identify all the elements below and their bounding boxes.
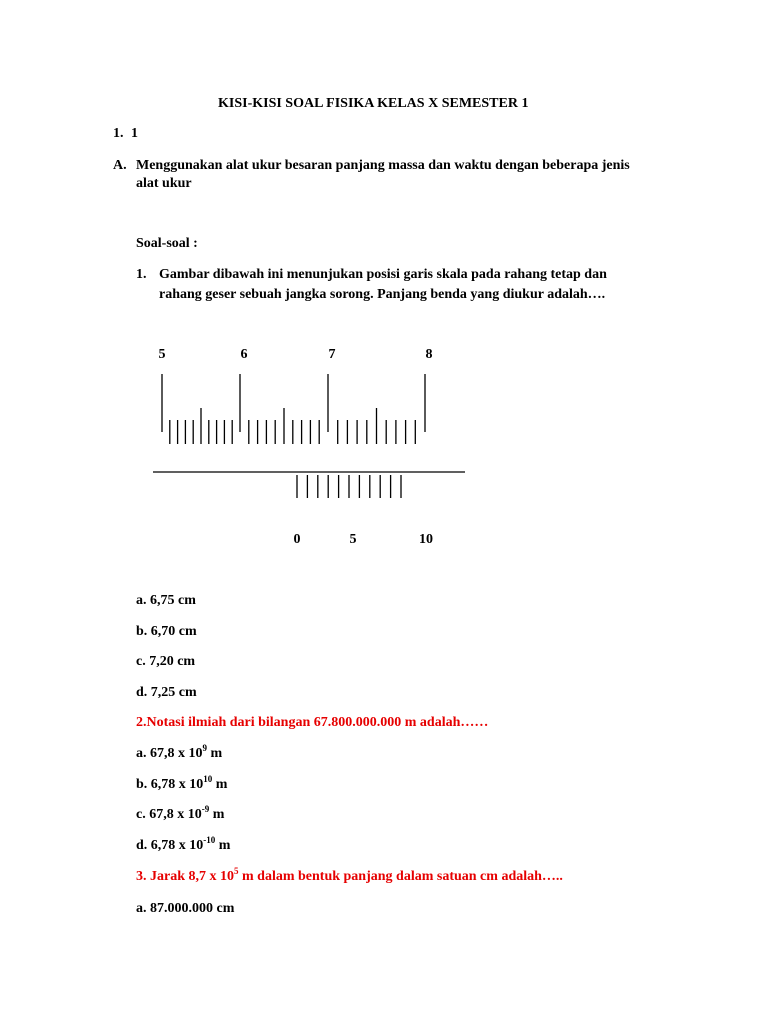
main-scale [162,374,425,444]
main-scale-label-7: 7 [328,347,336,362]
vernier-caliper-figure [140,340,470,555]
question-2-option-d: d. 6,78 x $10^{-10}$ m [136,835,231,853]
questions-heading: Soal-soal : [136,236,198,251]
indicator-line-1: Menggunakan alat ukur besaran panjang massa dan waktu dengan beberapa jenis [136,158,630,173]
main-scale-label-5: 5 [158,347,166,362]
vernier-label-0: 0 [293,532,301,547]
question-2-option-b: b. 6,78 x $10^{10}$ m [136,774,228,792]
section-number-value: 1 [131,126,138,141]
vernier-scale [297,475,401,498]
vernier-label-5: 5 [349,532,357,547]
question-1-line-1: Gambar dibawah ini menunjukan posisi garis skala pada rahang tetap dan [159,267,607,282]
question-2-text: 2.Notasi ilmiah dari bilangan 67.800.000.000 m adalah…… [136,715,489,730]
main-scale-label-8: 8 [425,347,433,362]
question-2-option-c: c. 67,8 x $10^{-9}$ m [136,804,225,822]
question-3-text: 3. Jarak 8,7 x $10^5$ m dalam bentuk panjang dalam satuan cm adalah….. [136,866,563,884]
question-1-number: 1. [136,267,147,282]
question-1-option-d: d. 7,25 cm [136,685,197,700]
question-1-option-c: c. 7,20 cm [136,654,196,669]
question-2-option-a: a. 67,8 x $10^9$ m [136,743,223,761]
page-title: KISI-KISI SOAL FISIKA KELAS X SEMESTER 1 [218,96,529,111]
main-scale-label-6: 6 [240,347,248,362]
question-3-option-a: a. 87.000.000 cm [136,901,235,916]
section-number: 1. [113,126,124,141]
question-1-option-b: b. 6,70 cm [136,624,197,639]
question-1-line-2: rahang geser sebuah jangka sorong. Panjang benda yang diukur adalah…. [159,287,606,302]
indicator-line-2: alat ukur [136,176,192,191]
vernier-label-10: 10 [419,532,433,547]
question-1-option-a: a. 6,75 cm [136,593,196,608]
indicator-letter: A. [113,158,127,173]
